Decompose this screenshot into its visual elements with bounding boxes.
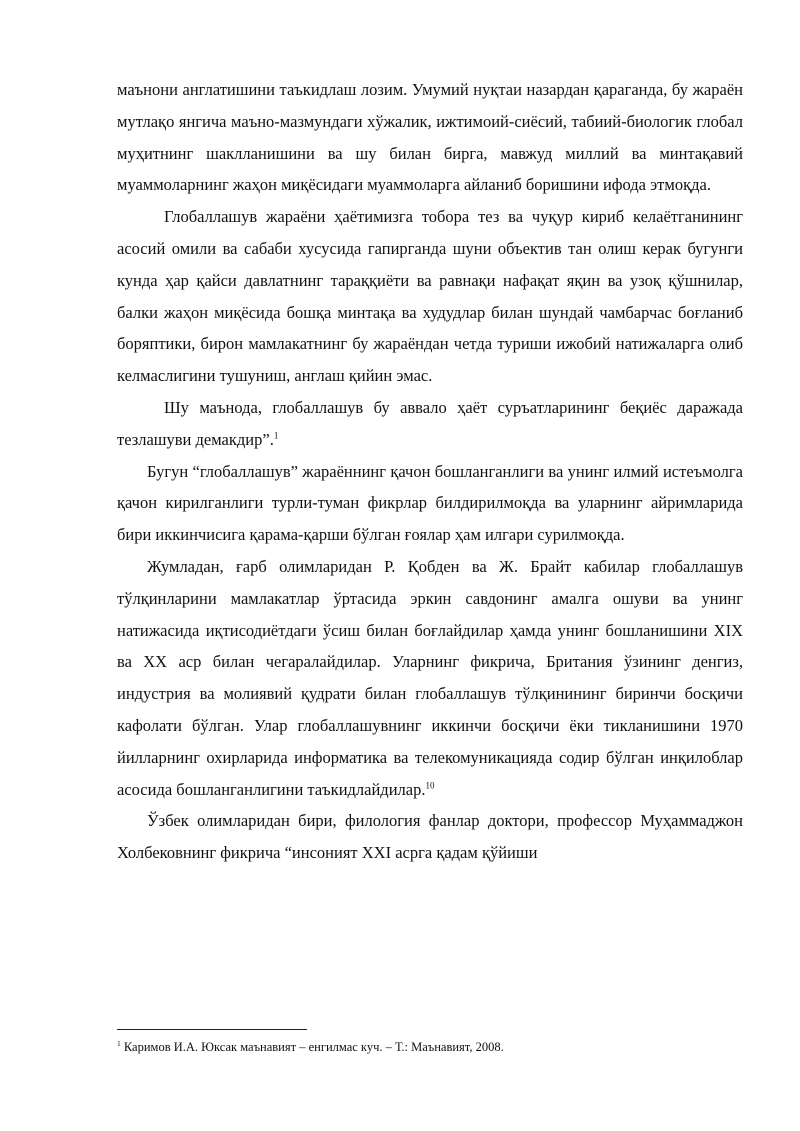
footnote-separator: [117, 1029, 307, 1030]
footnote-text: Каримов И.А. Юксак маънавият – енгилмас куч. – Т.: Маънавият, 2008.: [123, 1040, 504, 1054]
paragraph-4: [117, 456, 743, 551]
paragraph-3-text: Шу маънода, глобаллашув бу аввало ҳаёт суръатларининг беқиёс даражада тезлашуви демакдир”.: [117, 397, 743, 449]
paragraph-3: [117, 392, 743, 456]
paragraph-5-text: Жумладан, ғарб олимларидан Р. Қобден ва Ж. Брайт кабилар глобаллашув тўлқинларини мамлакатлар ўртасида эркин савдонинг амалга ошуви ва унинг натижасида иқтисодиётдаги ўсиш билан боғлайдилар ҳамда унинг бошланишини XIX ва XX аср билан чегаралайдилар. Уларнинг фикрича, Британия ўзининг денгиз, индустрия ва молиявий қудрати билан глобаллашув тўлқинининг биринчи босқичи кафолати бўлган. Улар глобаллашувнинг иккинчи босқичи ёки тикланишини 1970 йилларнинг охирларида информатика ва телекомуникацияда содир бўлган инқилоблар асосида бошланганлигини таъкидлайдилар.: [117, 556, 743, 799]
footnote: [117, 1039, 743, 1055]
paragraph-1: [117, 74, 743, 201]
paragraph-6: [117, 805, 743, 869]
footnote-marker: 1: [117, 1038, 121, 1048]
paragraph-6-text: Ўзбек олимларидан бири, филология фанлар доктори, профессор Муҳаммаджон Холбековнинг фикрича “инсоният XXI асрга қадам қўйиши: [117, 811, 743, 863]
footnote-reference-1: 1: [273, 430, 279, 441]
footnote-reference-10: 10: [425, 780, 435, 791]
paragraph-5: [117, 551, 743, 805]
paragraph-1-text: маънони англатишини таъкидлаш лозим. Умумий нуқтаи назардан қараганда, бу жараён мутлақо янгича маъно-мазмундаги хўжалик, ижтимоий-сиёсий, табиий-биологик глобал муҳитнинг шаклланишини ва шу билан бирга, мавжуд миллий ва минтақавий муаммоларнинг жаҳон миқёсидаги муаммоларга айланиб боришини ифода этмоқда.: [117, 80, 743, 195]
paragraph-2-text: Глобаллашув жараёни ҳаётимизга тобора тез ва чуқур кириб келаётганининг асосий омили ва сабаби хусусида гапирганда шуни объектив тан олиш керак бугунги кунда ҳар қайси давлатнинг тараққиёти ва равнақи нафақат яқин ва узоқ қўшнилар, балки жаҳон миқёсида бошқа минтақа ва худудлар билан шундай чамбарчас боғланиб боряптики, бирон мамлакатнинг бу жараёндан четда туриши ижобий натижаларга олиб келмаслигини тушуниш, англаш қийин эмас.: [117, 207, 743, 386]
body-text: [117, 74, 743, 869]
paragraph-2: [117, 201, 743, 392]
paragraph-4-text: Бугун “глобаллашув” жараённинг қачон бошланганлиги ва унинг илмий истеъмолга қачон кирилганлиги турли-туман фикрлар билдирилмоқда ва уларнинг айримларида бири иккинчисига қарама-қарши бўлган ғоялар ҳам илгари сурилмоқда.: [117, 461, 743, 545]
